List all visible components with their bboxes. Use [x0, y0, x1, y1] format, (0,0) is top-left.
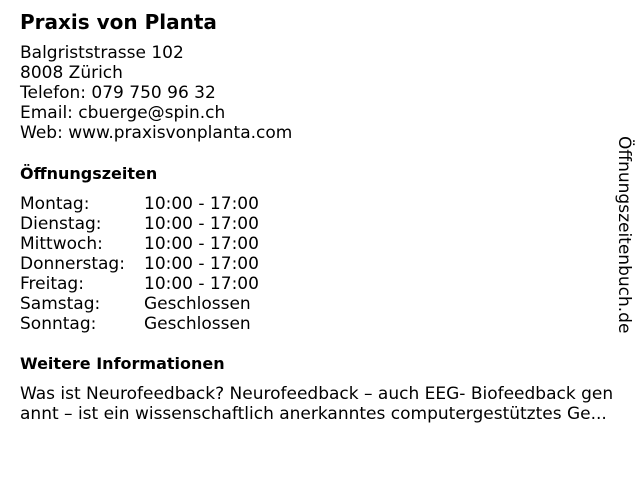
city-address: 8008 Zürich	[20, 63, 123, 83]
hours-time: 10:00 - 17:00	[144, 254, 259, 274]
info-line: annt – ist ein wissenschaftlich anerkanntes computergestütztes Ge...	[20, 404, 607, 424]
opening-hours-table	[20, 194, 259, 334]
more-info-text	[20, 384, 620, 424]
hours-row	[20, 194, 259, 214]
hours-row	[20, 294, 259, 314]
hours-day: Samstag:	[20, 294, 101, 314]
hours-row	[20, 234, 259, 254]
opening-hours-heading: Öffnungszeiten	[20, 164, 158, 183]
hours-row	[20, 274, 259, 294]
phone-number[interactable]: Telefon: 079 750 96 32	[20, 83, 216, 103]
info-line: Was ist Neurofeedback? Neurofeedback – auch EEG- Biofeedback gen	[20, 384, 614, 404]
hours-day: Donnerstag:	[20, 254, 125, 274]
hours-day: Montag:	[20, 194, 90, 214]
contact-block	[20, 43, 292, 143]
more-info-heading: Weitere Informationen	[20, 354, 225, 373]
hours-day: Mittwoch:	[20, 234, 103, 254]
hours-day: Dienstag:	[20, 214, 102, 234]
website-link[interactable]: Web: www.praxisvonplanta.com	[20, 123, 293, 143]
hours-time: 10:00 - 17:00	[144, 194, 259, 214]
hours-time: 10:00 - 17:00	[144, 234, 259, 254]
email-address[interactable]: Email: cbuerge@spin.ch	[20, 103, 226, 123]
hours-time: Geschlossen	[144, 294, 251, 314]
hours-day: Sonntag:	[20, 314, 97, 334]
brand-side-label[interactable]: Öffnungszeitenbuch.de	[614, 136, 634, 334]
hours-time: Geschlossen	[144, 314, 251, 334]
hours-row	[20, 254, 259, 274]
street-address: Balgriststrasse 102	[20, 43, 184, 63]
practice-name: Praxis von Planta	[20, 10, 217, 34]
hours-time: 10:00 - 17:00	[144, 214, 259, 234]
hours-row	[20, 314, 259, 334]
hours-time: 10:00 - 17:00	[144, 274, 259, 294]
hours-row	[20, 214, 259, 234]
hours-day: Freitag:	[20, 274, 84, 294]
